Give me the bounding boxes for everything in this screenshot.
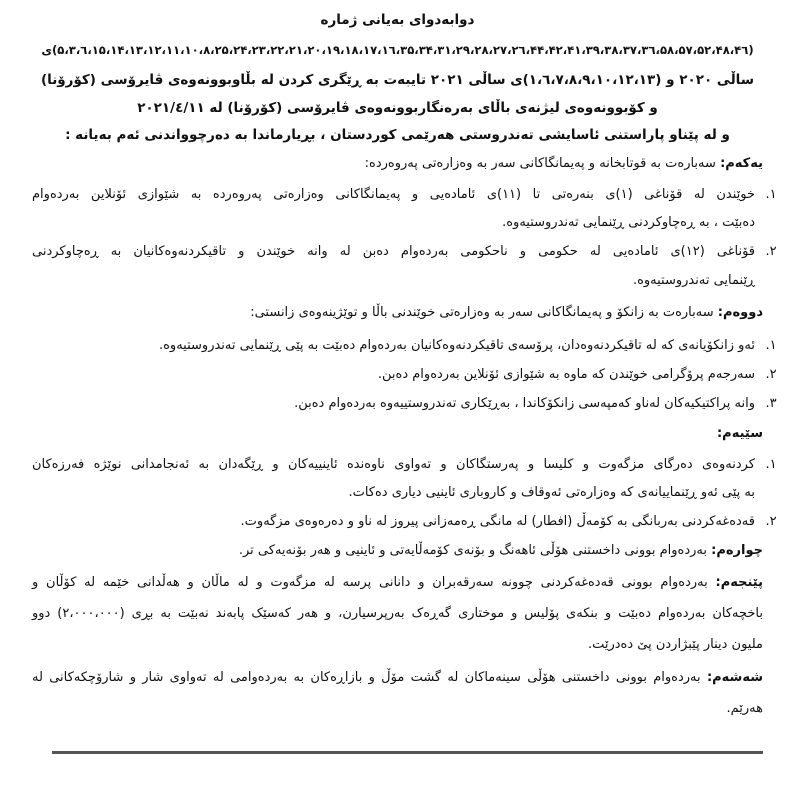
header-line-4: و کۆبوونەوەی لیژنەی باڵای بەرەنگاربوونەوەی ڤایرۆسی (کۆرۆنا) لە ۲۰۲۱/٤/۱۱	[137, 100, 658, 116]
bottom-divider	[52, 751, 763, 754]
section-1-item-1-line-1: خوێندن لە قۆناغی (۱)ی بنەرەتی تا (۱۱)ی ئامادەیی و پەیمانگاکانی وەزارەتی پەروەردە بە شێوازی ئۆنلاین بەردەوام	[32, 187, 755, 202]
section-1-item-2-line-1: قۆناغی (۱۲)ی ئامادەیی لە حکومی و ناحکومی بەردەوام دەبن لە وانە خوێندن و تاقیکردنەوەکانیان بە ڕەچاوکردنی	[32, 244, 755, 259]
header-line-5: و لە پێناو پاراستنی ئاسایشی تەندروستی هەرێمی کوردستان ، بڕیارماندا بە دەرچوواندنی ئەم بەیانە :	[65, 127, 730, 143]
section-1-label: یەکەم:	[720, 156, 763, 171]
section-4-text: بەردەوام بوونی داخستنی هۆڵی ئاهەنگ و بۆنەی کۆمەڵایەتی و ئاینیی و هەر بۆنەیەکی تر.	[238, 543, 707, 558]
section-2-label: دووەم:	[717, 305, 763, 320]
section-4-paragraph	[32, 542, 763, 560]
section-3-item-2-text: قەدەغەکردنی بەربانگی بە کۆمەڵ (افطار) لە مانگی ڕەمەزانی پیروز لە ناو و دەرەوەی مزگەوت.	[240, 514, 755, 529]
section-2-text: سەبارەت بە زانکۆ و پەیمانگاکانی سەر بە وەزارەتی خوێندنی باڵا و توێژینەوەی زانستی:	[250, 305, 714, 320]
section-3-item-1-number: ۱.	[765, 457, 777, 472]
section-6-line-1-text: بەردەوام بوونی داخستنی هۆڵی سینەماکان لە گشت مۆڵ و بازاڕەکان بە بەردەوامی لە تەواوی شار و شارۆچکەکانی لە	[32, 670, 701, 685]
section-2-item-3-text: وانە پراکتیکیەکان لەناو کەمپەسی زانکۆکاندا ، بەڕێکاری تەندروستییەوە بەردەوام دەبن.	[294, 396, 755, 411]
header-line-3: ساڵی ۲۰۲۰ و (۱،٦،۷،۸،۹،۱۰،۱۲،۱۳)ی ساڵی ۲۰۲۱ تایبەت بە ڕێگری کردن لە بڵاوبوونەوەی ڤایرۆسی (کۆرۆنا)	[40, 72, 755, 88]
section-2-heading	[32, 304, 763, 322]
section-2-item-2-number: ۲.	[765, 367, 777, 382]
document-title: دوابەدوای بەیانی ژمارە	[320, 12, 475, 28]
section-1-item-1-line-2: دەبێت ، بە ڕەچاوکردنی ڕێنمایی تەندروستیەوە.	[502, 215, 755, 230]
section-1-heading	[32, 155, 763, 173]
section-6-label: شەشەم:	[706, 670, 763, 685]
section-4-label: چوارەم:	[711, 543, 763, 558]
section-1-item-2-number: ۲.	[765, 244, 777, 259]
section-1-item-2-line-2: ڕێنمایی تەندروستیەوە.	[632, 273, 755, 288]
section-1-text: سەبارەت بە قوتابخانە و پەیمانگاکانی سەر بە وەزارەتی پەروەردە:	[364, 156, 716, 171]
section-5-line-2: باخچەکان بەردەوام دەبێت و بنکەی پۆلیس و موختاری گەڕەک بەرپرسیارن، و هەر کەسێک پابەند نەبێت بە بڕی (۲،۰۰۰،۰۰۰) دوو	[32, 606, 763, 621]
section-3-item-1-line-2: بە پێی ئەو ڕێنماییانەی کە وەزارەتی ئەوقاف و کاروباری ئاینیی دیاری دەکات.	[348, 485, 755, 500]
section-3-item-2-number: ۲.	[765, 514, 777, 529]
section-3-label: سێیەم:	[716, 426, 763, 441]
section-5-line-3: ملیون دینار پێبژاردن پێ دەدرێت.	[587, 637, 763, 652]
section-5-label: پێنجەم:	[715, 575, 763, 590]
section-3-item-1-line-1: کردنەوەی دەرگای مزگەوت و کلیسا و پەرستگاکان و تەواوی ناوەندە ئاینییەکان و ڕێگەدان بە ئەنجامدانی نوێژە فەرزەکان	[32, 457, 755, 472]
section-1-item-1-number: ۱.	[765, 187, 777, 202]
section-2-item-2-text: سەرجەم پرۆگرامی خوێندن کە ماوە بە شێوازی ئۆنلاین بەردەوام دەبن.	[377, 367, 755, 382]
section-6-line-2: هەرێم.	[726, 701, 763, 716]
section-2-item-1-number: ۱.	[765, 338, 777, 353]
statement-numbers-line: (۵۸،۵۷،۵۲،۴۸،۴٦،۴۴،۴۲،۴۱،۳۹،۳۸،۳۷،۳٦،۳۵،۳۴،۳۱،۲۹،۲۸،۲۷،۲٦،۲۵،۲۴،۲۳،۲۲،۲۱،۲۰،۱۹،۱۸،۱۷،۱٦،۱۵،۱۴،۱۳،۱۲،۱۱،۱۰،۸،٦،۵،۳)ی	[41, 43, 754, 57]
section-6-line-1	[32, 669, 763, 687]
section-5-line-1	[32, 574, 763, 592]
section-2-item-3-number: ۳.	[765, 396, 777, 411]
section-5-line-1-text: بەردەوام بوونی قەدەغەکردنی چوونە سەرقەبران و دانانی پرسە لە مزگەوت و لە ماڵان و هەڵدانی خێمە لە کۆڵان و	[32, 575, 708, 590]
section-2-item-1-text: ئەو زانکۆیانەی کە لە تاقیکردنەوەدان، پرۆسەی تاقیکردنەوەکانیان بەردەوام دەبێت بە پێی ڕێنمایی تەندروستیەوە.	[158, 338, 755, 353]
